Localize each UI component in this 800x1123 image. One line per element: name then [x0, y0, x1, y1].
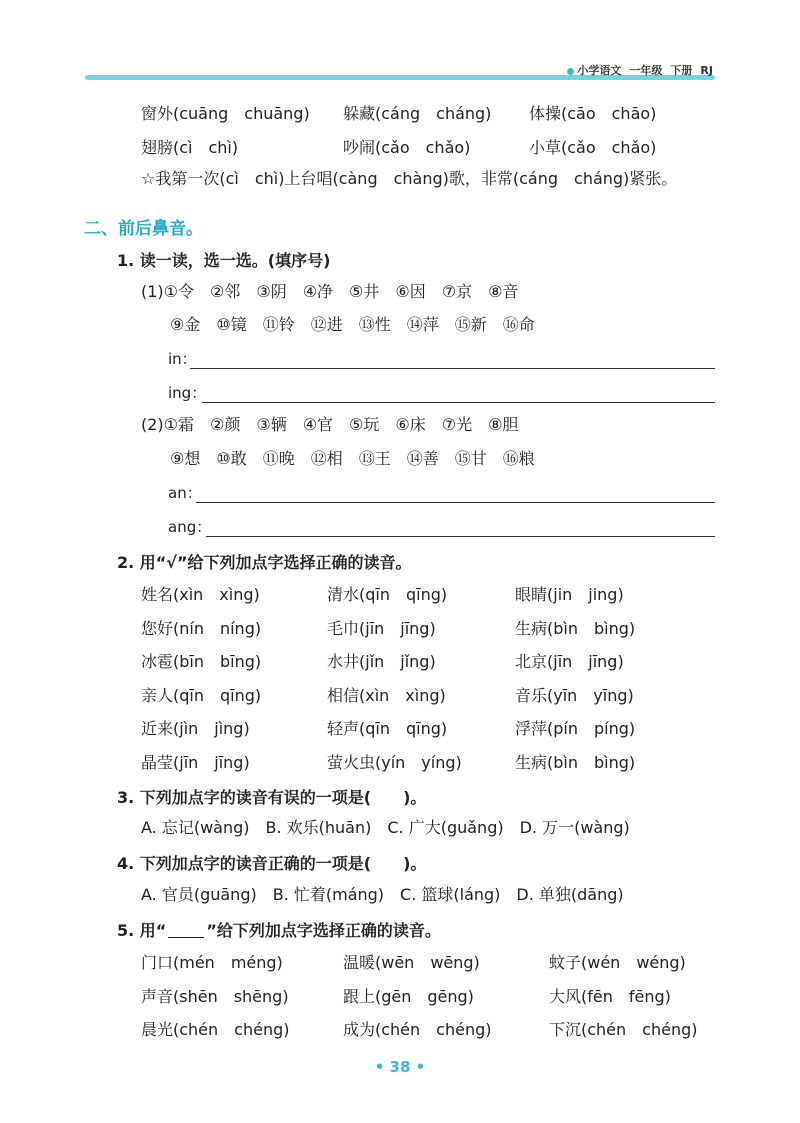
- bullet-icon: [567, 68, 574, 75]
- q2-item[interactable]: 眼睛(jin jing): [515, 585, 624, 604]
- q3-options: A. 忘记(wàng) B. 欢乐(huān) C. 广大(guǎng) D. 万一(wàng): [141, 818, 630, 837]
- header-grade: 一年级: [629, 64, 663, 77]
- q2-item[interactable]: 生病(bìn bìng): [515, 618, 636, 638]
- question-5-title: [117, 918, 441, 941]
- an-label: an：: [168, 484, 202, 502]
- q5-item[interactable]: 大风(fēn fēng): [549, 986, 671, 1006]
- q2-item[interactable]: 清水(qīn qīng): [327, 585, 448, 604]
- header-edition: RJ: [700, 64, 713, 77]
- q2-item[interactable]: 亲人(qīn qīng): [141, 685, 262, 705]
- q2-item[interactable]: 萤火虫(yín yíng): [327, 752, 462, 772]
- top-sentence: ☆我第一次(cì chì)上台唱(càng chàng)歌，非常(cáng cháng)紧张。: [141, 169, 678, 188]
- q2-item[interactable]: 冰雹(bīn bīng): [141, 652, 262, 671]
- q2-item[interactable]: 晶莹(jīn jīng): [141, 752, 250, 772]
- ing-answer-line[interactable]: [202, 402, 715, 403]
- q4-title-text: 4. 下列加点字的读音正确的一项是(: [117, 854, 372, 873]
- section-title: 二、前后鼻音。: [84, 219, 203, 239]
- q3-title-end: )。: [403, 788, 427, 807]
- top-item: 翅膀(cì chì): [141, 138, 239, 157]
- q5-title-end: ”给下列加点字选择正确的读音。: [206, 921, 441, 940]
- q5-item[interactable]: 晨光(chén chéng): [141, 1020, 290, 1039]
- q2-item[interactable]: 北京(jīn jīng): [515, 652, 624, 671]
- q5-item[interactable]: 门口(mén méng): [141, 953, 283, 972]
- header-subject: 小学语文: [577, 64, 622, 77]
- q2-item[interactable]: 轻声(qīn qīng): [327, 719, 448, 738]
- question-1-title: 1. 读一读，选一选。(填序号): [117, 251, 331, 270]
- q5-item[interactable]: 蚊子(wén wéng): [549, 953, 686, 972]
- q5-item[interactable]: 声音(shēn shēng): [141, 986, 289, 1006]
- in-answer-line[interactable]: [190, 368, 715, 369]
- q2-item[interactable]: 音乐(yīn yīng): [515, 685, 634, 705]
- q4-title-end: )。: [403, 854, 427, 873]
- an-answer-line[interactable]: [196, 502, 715, 503]
- q5-blank: [168, 921, 204, 938]
- q2-item[interactable]: 相信(xìn xìng): [327, 685, 446, 705]
- q2-item[interactable]: 您好(nín níng): [141, 618, 262, 638]
- page-header: [85, 62, 715, 82]
- q2-item[interactable]: 毛巾(jīn jīng): [327, 618, 436, 638]
- question-3-title: [117, 785, 426, 808]
- q5-item[interactable]: 跟上(gēn gēng): [343, 986, 474, 1006]
- q3-title-text: 3. 下列加点字的读音有误的一项是(: [117, 788, 372, 807]
- q4-options: A. 官员(guāng) B. 忙着(máng) C. 篮球(láng) D. 单独(dāng): [141, 885, 624, 904]
- q5-item[interactable]: 下沉(chén chéng): [549, 1020, 698, 1039]
- q1-group1-row1: (1)①令 ②邻 ③阴 ④净 ⑤井 ⑥因 ⑦京 ⑧音: [141, 282, 519, 301]
- q5-title-text: 5. 用“: [117, 921, 167, 940]
- top-item: 吵闹(cǎo chǎo): [343, 138, 471, 157]
- q2-item[interactable]: 近来(jìn jìng): [141, 719, 250, 738]
- q1-group2-row1: (2)①霜 ②颜 ③辆 ④官 ⑤玩 ⑥床 ⑦光 ⑧胆: [141, 415, 519, 434]
- q1-group2-row2: ⑨想 ⑩敢 ⑪晚 ⑫相 ⑬王 ⑭善 ⑮甘 ⑯粮: [170, 449, 535, 468]
- q1-group1-row2: ⑨金 ⑩镜 ⑪铃 ⑫进 ⑬性 ⑭萍 ⑮新 ⑯命: [170, 315, 535, 334]
- question-4-title: [117, 851, 426, 874]
- q2-item[interactable]: 姓名(xìn xìng): [141, 585, 260, 604]
- top-item: 体操(cāo chāo): [529, 104, 657, 123]
- ang-answer-line[interactable]: [206, 536, 715, 537]
- top-item: 躲藏(cáng cháng): [343, 104, 492, 123]
- q2-item[interactable]: 水井(jǐn jǐng): [327, 652, 436, 671]
- top-item: 小草(cǎo chǎo): [529, 138, 657, 157]
- header-volume: 下册: [670, 64, 693, 77]
- q5-item[interactable]: 成为(chén chéng): [343, 1020, 492, 1039]
- ing-label: ing：: [168, 384, 207, 402]
- ang-label: ang：: [168, 518, 212, 536]
- q2-item[interactable]: 生病(bìn bìng): [515, 752, 636, 772]
- page-number: • 38 •: [374, 1058, 426, 1076]
- q2-item[interactable]: 浮萍(pín píng): [515, 719, 636, 738]
- header-label: [567, 62, 713, 78]
- q5-item[interactable]: 温暖(wēn wēng): [343, 953, 480, 972]
- top-item: 窗外(cuāng chuāng): [141, 104, 310, 123]
- question-2-title: 2. 用“√”给下列加点字选择正确的读音。: [117, 553, 412, 572]
- in-label: in：: [168, 350, 197, 368]
